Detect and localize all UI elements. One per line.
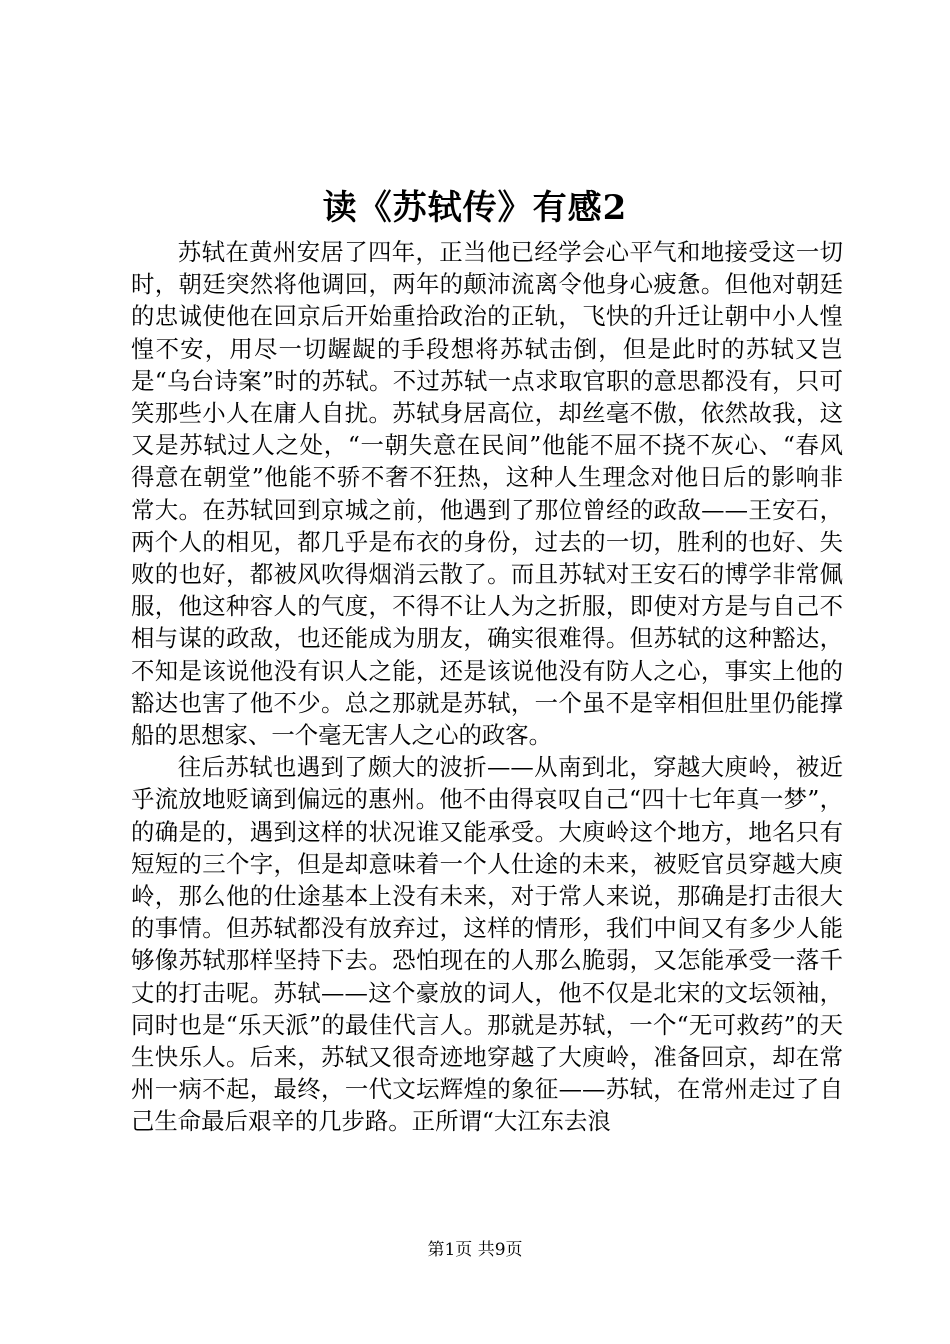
paragraph-2: 往后苏轼也遇到了颇大的波折——从南到北，穿越大庾岭，被近乎流放地贬谪到偏远的惠州。他不由得哀叹自己“四十七年真一梦”，的确是的，遇到这样的状况谁又能承受。大庾岭这个地方，地名只有短短的三个字，但是却意味着一个人仕途的未来，被贬官员穿越大庾岭，那么他的仕途基本上没有未来，对于常人来说，那确是打击很大的事情。但苏轼都没有放弃过，这样的情形，我们中间又有多少人能够像苏轼那样坚持下去。恐怕现在的人那么脆弱，又怎能承受一落千丈的打击呢。苏轼——这个豪放的词人，他不仅是北宋的文坛领袖，同时也是“乐天派”的最佳代言人。那就是苏轼，一个“无可救药”的天生快乐人。后来，苏轼又很奇迹地穿越了大庾岭，准备回京，却在常州一病不起，最终，一代文坛辉煌的象征——苏轼，在常州走过了自己生命最后艰辛的几步路。正所谓“大江东去浪: [131, 753, 843, 1136]
document-title: 读《苏轼传》有感2: [322, 188, 628, 228]
page-footer: 第1页 共9页: [427, 1240, 523, 1260]
paragraph-1: 苏轼在黄州安居了四年，正当他已经学会心平气和地接受这一切时，朝廷突然将他调回，两年的颠沛流离令他身心疲惫。但他对朝廷的忠诚使他在回京后开始重拾政治的正轨，飞快的升迁让朝中小人惶惶不安，用尽一切龌龊的手段想将苏轼击倒，但是此时的苏轼又岂是“乌台诗案”时的苏轼。不过苏轼一点求取官职的意思都没有，只可笑那些小人在庸人自扰。苏轼身居高位，却丝毫不傲，依然故我，这又是苏轼过人之处，“一朝失意在民间”他能不屈不挠不灰心、“春风得意在朝堂”他能不骄不奢不狂热，这种人生理念对他日后的影响非常大。在苏轼回到京城之前，他遇到了那位曾经的政敌——王安石，两个人的相见，都几乎是布衣的身份，过去的一切，胜利的也好、失败的也好，都被风吹得烟消云散了。而且苏轼对王安石的博学非常佩服，他这种容人的气度，不得不让人为之折服，即使对方是与自己不相与谋的政敌，也还能成为朋友，确实很难得。但苏轼的这种豁达，不知是该说他没有识人之能，还是该说他没有防人之心，事实上他的豁达也害了他不少。总之那就是苏轼，一个虽不是宰相但肚里仍能撑船的思想家、一个毫无害人之心的政客。: [131, 238, 843, 750]
document-body: [131, 236, 843, 1138]
